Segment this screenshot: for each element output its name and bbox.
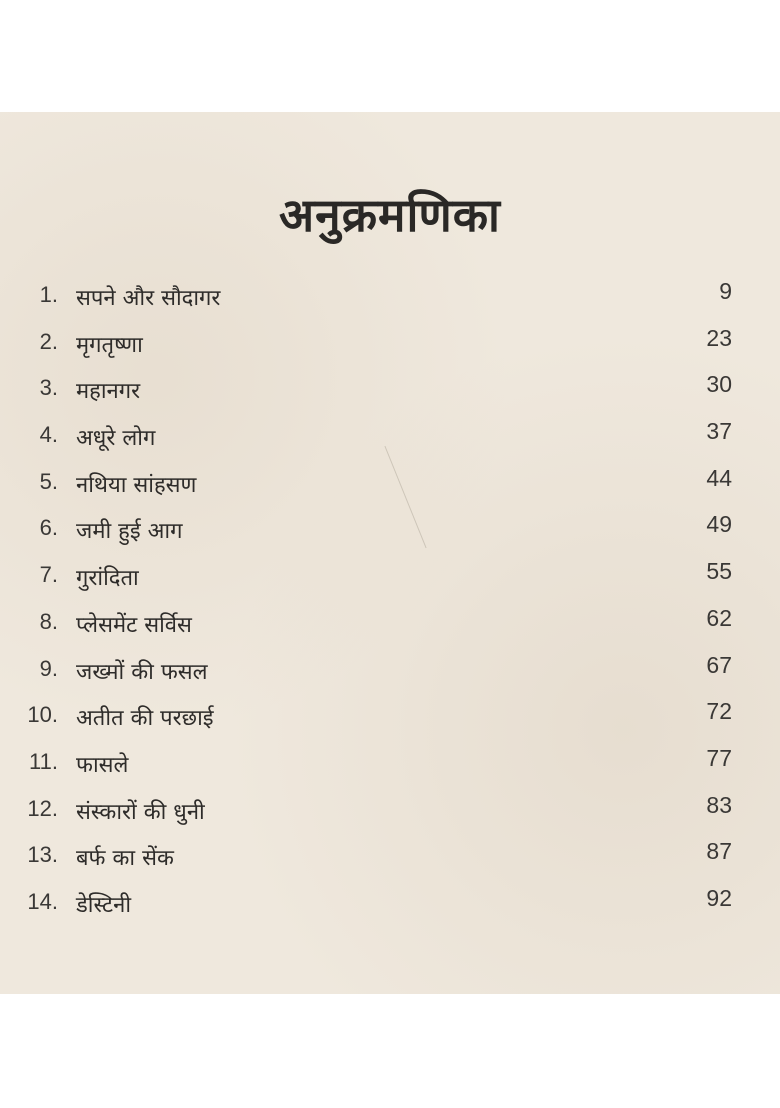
chapter-number-value: 10 [27, 702, 52, 728]
chapter-number-value: 14 [27, 888, 52, 914]
chapter-number-value: 2 [39, 328, 52, 354]
chapter-number-value: 7 [39, 562, 52, 588]
chapter-page-number: 83 [706, 791, 732, 818]
chapter-number-value: 8 [39, 608, 52, 634]
toc-row [0, 511, 780, 562]
toc-row [0, 558, 780, 609]
chapter-title: महानगर [76, 379, 141, 405]
toc-row [0, 324, 780, 376]
chapter-page-number: 23 [706, 324, 732, 351]
chapter-number: 2. [39, 328, 58, 354]
chapter-number-value: 11 [29, 748, 52, 774]
toc-row [0, 884, 780, 936]
toc-row [0, 278, 780, 329]
chapter-number: 14. [27, 888, 58, 914]
chapter-title: अतीत की परछाई [76, 706, 214, 732]
chapter-page-number: 72 [706, 698, 732, 725]
chapter-number: 3. [39, 375, 58, 401]
chapter-title: प्लेसमेंट सर्विस [76, 612, 192, 638]
chapter-number: 7. [39, 562, 58, 588]
toc-row [0, 604, 780, 656]
chapter-number-value: 6 [39, 515, 52, 541]
table-of-contents [0, 278, 780, 936]
chapter-title: सपने और सौदागर [76, 286, 221, 311]
chapter-title: बर्फ का सेंक [76, 846, 174, 872]
chapter-page-number: 30 [706, 371, 732, 398]
toc-row [0, 791, 780, 843]
toc-row [0, 698, 780, 749]
toc-row [0, 371, 780, 422]
chapter-page-number: 87 [706, 838, 732, 865]
chapter-title: जख्मों की फसल [76, 659, 208, 685]
toc-row [0, 418, 780, 469]
chapter-page-number: 62 [706, 604, 732, 631]
chapter-title: नथिया सांहसण [76, 472, 197, 498]
chapter-number-value: 1 [39, 282, 52, 307]
chapter-number: 5. [39, 468, 58, 494]
chapter-number-value: 9 [39, 655, 52, 681]
chapter-page-number: 92 [706, 884, 732, 911]
chapter-number: 12. [27, 795, 58, 821]
chapter-number: 8. [39, 608, 58, 634]
chapter-page-number: 77 [706, 744, 732, 771]
chapter-page-number: 49 [706, 511, 732, 538]
chapter-page-number: 9 [719, 278, 732, 304]
toc-row [0, 838, 780, 889]
toc-row [0, 651, 780, 703]
chapter-page-number: 67 [706, 651, 732, 678]
chapter-page-number: 55 [706, 558, 732, 585]
chapter-number: 1. [39, 282, 58, 307]
chapter-title: मृगतृष्णा [76, 332, 143, 358]
chapter-number: 4. [39, 422, 58, 448]
page-title: अनुक्रमणिका [279, 187, 501, 242]
chapter-number-value: 5 [39, 468, 52, 494]
chapter-number: 11. [29, 748, 58, 774]
chapter-number-value: 3 [39, 375, 52, 401]
chapter-page-number: 37 [706, 418, 732, 445]
chapter-title: गुरांदिता [76, 566, 139, 592]
chapter-number-value: 13 [27, 842, 52, 868]
toc-row [0, 464, 780, 516]
chapter-number: 6. [39, 515, 58, 541]
book-page [0, 112, 780, 994]
chapter-number-value: 4 [39, 422, 52, 448]
chapter-page-number: 44 [706, 464, 732, 491]
chapter-number: 9. [39, 655, 58, 681]
chapter-number: 10. [27, 702, 58, 728]
chapter-title: अधूरे लोग [76, 426, 156, 452]
chapter-title: फासले [76, 752, 129, 778]
chapter-title: संस्कारों की धुनी [76, 799, 205, 825]
chapter-title: जमी हुई आग [76, 519, 183, 545]
toc-row [0, 744, 780, 796]
chapter-number-value: 12 [27, 795, 52, 821]
chapter-title: डेस्टिनी [76, 892, 132, 918]
chapter-number: 13. [27, 842, 58, 868]
